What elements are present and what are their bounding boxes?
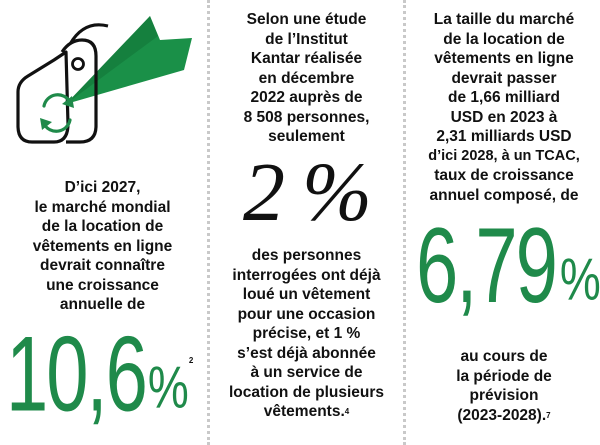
intro-line: 2022 auprès de: [250, 89, 363, 106]
intro-line: vêtements en ligne: [434, 50, 574, 67]
intro-line: USD en 2023 à: [450, 108, 558, 126]
intro-line: de la location de: [443, 30, 565, 48]
column-market-growth: [0, 0, 205, 445]
intro-line: de l’Institut: [265, 30, 348, 48]
clothing-tag-refresh-icon: [0, 0, 205, 150]
intro-line: de la location de: [41, 218, 164, 235]
stat-value: 6,79: [416, 207, 556, 327]
outro-line: des personnes: [251, 247, 362, 264]
intro-line: seulement: [268, 128, 345, 145]
column-divider: [207, 0, 210, 445]
intro-line: d’ici 2028, à un TCAC,: [428, 147, 580, 164]
intro-line: annuelle de: [59, 296, 146, 313]
intro-line: Selon une étude: [246, 11, 367, 28]
column-kantar-study: [213, 0, 400, 445]
intro-line: La taille du marché: [433, 11, 575, 28]
intro-line: devrait passer: [451, 69, 557, 87]
outro-line: loué un vêtement: [242, 286, 371, 303]
footnote-ref: 4: [344, 407, 350, 416]
intro-line: une croissance: [46, 276, 159, 294]
outro-line: s’est déjà abonnée: [237, 344, 376, 362]
intro-line: en décembre: [258, 69, 355, 87]
column-market-size: [408, 0, 600, 445]
intro-line: 2,31 milliards USD: [436, 128, 572, 145]
intro-line: le marché mondial: [34, 198, 171, 216]
intro-line: vêtements en ligne: [32, 237, 173, 255]
outro-line: au cours de: [460, 348, 548, 365]
footnote-ref: 7: [546, 410, 551, 420]
outro-last-line: (2023-2028).: [457, 406, 547, 424]
stat-cagr: [416, 207, 600, 338]
stat-percent: %: [559, 244, 599, 313]
intro-line: devrait connaître: [40, 257, 165, 274]
outro-line: interrogées ont déjà: [232, 266, 381, 284]
intro-line: de 1,66 milliard: [448, 89, 560, 106]
intro-line: annuel composé, de: [429, 186, 579, 204]
stat-percentage: 2 %: [243, 146, 370, 239]
outro-last-line: vêtements.: [263, 403, 345, 420]
outro-line: pour une occasion: [237, 305, 376, 323]
intro-line: D’ici 2027,: [64, 179, 141, 196]
outro-line: prévision: [469, 387, 539, 404]
outro-line: à un service de: [250, 364, 363, 381]
outro-line: précise, et 1 %: [252, 325, 361, 342]
outro-line: la période de: [456, 367, 552, 385]
outro-line: location de plusieurs: [228, 383, 385, 401]
stat-value: 10,6: [6, 315, 146, 435]
intro-line: taux de croissance: [434, 167, 574, 184]
stat-growth-rate: [6, 315, 206, 444]
footnote-ref: 2: [188, 356, 194, 365]
intro-line: 8 508 personnes,: [243, 108, 370, 126]
stat-percent: %: [147, 353, 187, 421]
column-divider: [403, 0, 406, 445]
intro-line: Kantar réalisée: [250, 50, 363, 67]
